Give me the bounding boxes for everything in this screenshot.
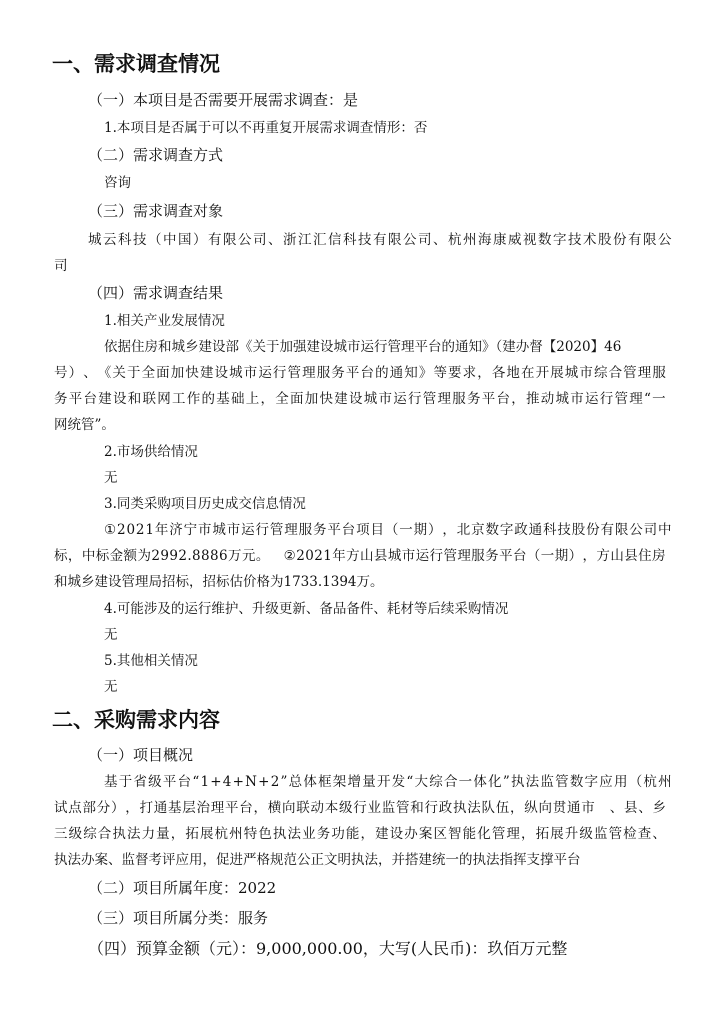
- other-value: 无: [104, 679, 118, 695]
- item-industry-development-title: 1.相关产业发展情况: [104, 313, 225, 329]
- industry-development-line-3: 务 平 台 建 设 和 联 网 工 作 的 基 础 上 ， 全 面 加 快 建 设 城 市 运 行 管 理 服 务 平 台 ， 推 动 城 市 运 行 管 理 “ 一: [54, 391, 666, 407]
- industry-development-line-1: 依据住房和城乡建设部《关于加强建设城市运行管理平台的通知》（建办督【2020】46: [104, 339, 622, 355]
- history-deals-line-2: 标 ， 中 标 金 额 为 2 9 9 2 . 8 8 8 6 万 元 。 ② 2 0 2 1 年 方 山 县 城 市 运 行 管 理 服 务 平 台 （ 一 期 ） ， 方 山 县 住 房: [54, 548, 666, 564]
- overview-line-4: 执法办案、监督考评应用，促进严格规范公正文明执法，并搭建统一的执法指挥支撑平台: [54, 852, 581, 868]
- followup-procurement-value: 无: [104, 627, 118, 643]
- industry-development-line-2: 号 ） 、 《 关 于 全 面 加 快 建 设 城 市 运 行 管 理 服 务 平 台 的 通 知 》 等 要 求 ， 各 地 在 开 展 城 市 综 合 管 理 服: [54, 365, 666, 381]
- subheading-project-overview: （一）项目概况: [88, 746, 194, 764]
- item-market-supply-title: 2.市场供给情况: [104, 444, 198, 460]
- industry-development-line-4: 网统管”。: [54, 417, 115, 433]
- item-history-deals-title: 3.同类采购项目历史成交信息情况: [104, 496, 306, 512]
- market-supply-value: 无: [104, 470, 118, 486]
- history-deals-line-3: 和城乡建设管理局招标，招标估价格为1733.1394万。: [54, 574, 384, 590]
- subheading-survey-target: （三）需求调查对象: [88, 202, 224, 220]
- overview-line-3: 三 级 综 合 执 法 力 量 ， 拓 展 杭 州 特 色 执 法 业 务 功 能 ， 建 设 办 案 区 智 能 化 管 理 ， 拓 展 升 级 监 管 检 查 、: [54, 826, 666, 842]
- item-followup-procurement-title: 4.可能涉及的运行维护、升级更新、备品备件、耗材等后续采购情况: [104, 601, 509, 617]
- section-heading-demand-survey: 一、需求调查情况: [52, 52, 220, 76]
- subheading-survey-result: （四）需求调查结果: [88, 284, 224, 302]
- item-other-title: 5.其他相关情况: [104, 653, 198, 669]
- history-deals-line-1: ① 2 0 2 1 年 济 宁 市 城 市 运 行 管 理 服 务 平 台 项 目 （ 一 期 ） ， 北 京 数 字 政 通 科 技 股 份 有 限 公 司 中: [104, 522, 672, 538]
- project-category: （三）项目所属分类：服务: [88, 909, 269, 927]
- survey-target-line-2: 司: [54, 258, 68, 274]
- survey-target-line-1: 城 云 科 技 （ 中 国 ） 有 限 公 司 、 浙 江 汇 信 科 技 有 限 公 司 、 杭 州 海 康 威 视 数 字 技 术 股 份 有 限 公: [88, 232, 672, 248]
- section-heading-procurement-content: 二、采购需求内容: [52, 708, 220, 732]
- project-budget: （四）预算金额（元）：9,000,000.00，大写(人民币)：玖佰万元整: [88, 939, 568, 958]
- subheading-survey-method: （二）需求调查方式: [88, 146, 224, 164]
- survey-method-value: 咨询: [104, 175, 131, 191]
- overview-line-1: 基 于 省 级 平 台 “ 1 + 4 + N + 2 ” 总 体 框 架 增 量 开 发 “ 大 综 合 一 体 化 ” 执 法 监 管 数 字 应 用 （ 杭 州: [104, 774, 672, 790]
- subheading-survey-required: （一）本项目是否需要开展需求调查：是: [88, 91, 359, 109]
- project-year: （二）项目所属年度：2022: [88, 879, 277, 897]
- overview-line-2: 试 点 部 分 ） ， 打 通 基 层 治 理 平 台 ， 横 向 联 动 本 级 行 业 监 管 和 行 政 执 法 队 伍 ， 纵 向 贯 通 市 、 县 、 乡: [54, 800, 666, 816]
- item-no-repeat-survey: 1.本项目是否属于可以不再重复开展需求调查情形：否: [104, 120, 428, 136]
